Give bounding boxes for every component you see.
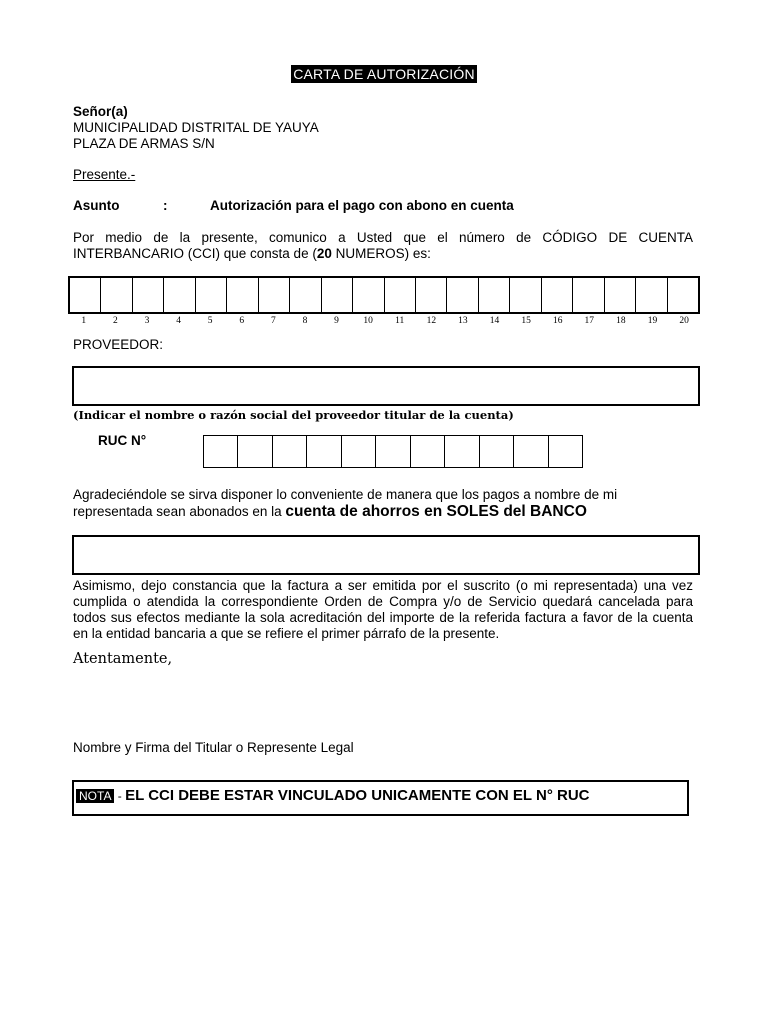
ruc-digit-cell[interactable] [514,436,548,467]
cci-digit-cell[interactable] [133,278,164,312]
cci-digit-number: 17 [584,316,595,326]
ruc-digit-cell[interactable] [273,436,307,467]
ruc-digit-cell[interactable] [445,436,479,467]
asunto-colon: : [163,198,168,213]
cci-digit-number: 11 [395,316,405,326]
proveedor-label: PROVEEDOR: [73,337,164,352]
ruc-input-grid [203,435,583,468]
cci-digit-number: 15 [521,316,531,326]
agradecimiento-emphasis: cuenta de ahorros en SOLES del BANCO [285,503,587,520]
ruc-digit-cell[interactable] [480,436,514,467]
cci-digit-cell[interactable] [573,278,604,312]
proveedor-input[interactable] [72,366,700,406]
cci-digit-number: 4 [176,316,181,326]
intro-count: 20 [316,246,332,261]
ruc-label: RUC N° [98,433,147,448]
cci-digit-cell[interactable] [259,278,290,312]
recipient-line-1: MUNICIPALIDAD DISTRITAL DE YAUYA [73,120,319,135]
cci-digit-number: 16 [552,316,563,326]
presente-label: Presente.- [73,167,136,182]
ruc-digit-cell[interactable] [307,436,341,467]
cci-digit-cell[interactable] [447,278,478,312]
ruc-digit-cell[interactable] [238,436,272,467]
cci-digit-number: 1 [81,316,87,326]
firma-label: Nombre y Firma del Titular o Represente Legal [73,740,354,755]
intro-part-1: Por medio de la presente, comunico a Usted que el número de CÓDIGO DE CUENTA INTERBANCARIO (CCI) que consta de ( [73,230,693,261]
agradecimiento-paragraph [73,486,698,520]
cci-digit-cell[interactable] [416,278,447,312]
cci-digit-number: 10 [363,316,373,326]
ruc-digit-cell[interactable] [411,436,445,467]
cci-digit-cell[interactable] [101,278,132,312]
intro-paragraph [73,230,693,262]
salutation: Señor(a) [73,104,128,119]
cci-digit-number: 14 [489,316,500,326]
cci-digit-cell[interactable] [479,278,510,312]
cci-digit-cell[interactable] [164,278,195,312]
cci-digit-cell[interactable] [353,278,384,312]
cci-digit-number: 20 [679,316,689,326]
ruc-digit-cell[interactable] [204,436,238,467]
cci-digit-number: 12 [426,316,437,326]
cci-digit-cell[interactable] [322,278,353,312]
cci-number-labels [68,316,700,326]
intro-part-2: NUMEROS) es: [331,246,431,261]
asunto-label: Asunto [73,198,120,213]
cci-digit-cell[interactable] [510,278,541,312]
ruc-digit-cell[interactable] [342,436,376,467]
nota-tag: NOTA [76,789,114,803]
cci-digit-number: 13 [458,316,468,326]
document-title [0,66,768,84]
cci-digit-cell[interactable] [605,278,636,312]
asimismo-paragraph: Asimismo, dejo constancia que la factura a ser emitida por el suscrito (o mi representada) una vez cumplida o atendida la correspondiente Orden de Compra y/o de Servicio quedará cancelada para todos sus efectos mediante la sola acreditación del importe de la referida factura a favor de la cuenta en la entidad bancaria a que se refiere el primer párrafo de la presente. [73,578,693,641]
cci-digit-cell[interactable] [542,278,573,312]
cci-digit-cell[interactable] [668,278,698,312]
ruc-digit-cell[interactable] [376,436,410,467]
title-text: CARTA DE AUTORIZACIÓN [293,66,475,82]
cci-digit-number: 2 [113,316,118,326]
cci-digit-number: 8 [302,316,308,326]
cci-digit-cell[interactable] [290,278,321,312]
atentamente: Atentamente, [73,651,173,667]
agradecimiento-text: Agradeciéndole se sirva disponer lo conveniente de manera que los pagos a nombre de mi representada sean abonados en la [73,487,618,519]
nota-dash: - [114,789,126,803]
nota-line [76,787,589,805]
cci-digit-cell[interactable] [70,278,101,312]
cci-digit-number: 9 [334,316,339,326]
cci-input-grid [68,276,700,314]
cci-digit-number: 7 [270,316,276,326]
nota-box [72,780,689,816]
cci-digit-cell[interactable] [636,278,667,312]
cci-digit-number: 19 [647,316,658,326]
banco-input[interactable] [72,535,700,575]
cci-digit-cell[interactable] [227,278,258,312]
cci-digit-cell[interactable] [196,278,227,312]
asunto-text: Autorización para el pago con abono en cuenta [210,198,514,213]
recipient-line-2: PLAZA DE ARMAS S/N [73,136,215,151]
cci-digit-number: 5 [207,316,213,326]
cci-digit-cell[interactable] [385,278,416,312]
proveedor-hint: (Indicar el nombre o razón social del proveedor titular de la cuenta) [73,408,514,422]
nota-text: EL CCI DEBE ESTAR VINCULADO UNICAMENTE CON EL N° RUC [125,787,590,804]
cci-digit-number: 6 [239,316,245,326]
ruc-digit-cell[interactable] [549,436,582,467]
cci-digit-number: 18 [616,316,626,326]
cci-digit-number: 3 [144,316,150,326]
